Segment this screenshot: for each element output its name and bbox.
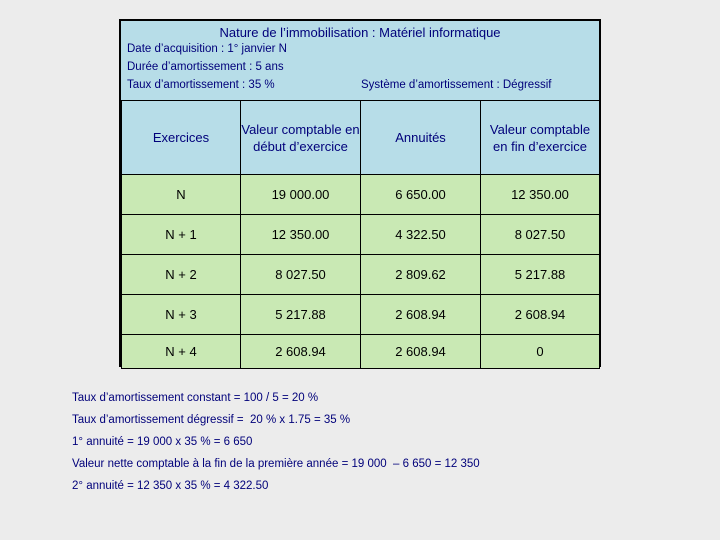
table-row [122, 335, 600, 369]
note-net-book-value: Valeur nette comptable à la fin de la première année = 19 000 – 6 650 = 12 350 [72, 458, 480, 470]
table-cell: 5 217.88 [481, 255, 600, 295]
asset-info-header [121, 21, 599, 100]
table-header-row [122, 101, 600, 175]
table-cell: 2 608.94 [241, 335, 361, 369]
table-cell: 2 809.62 [361, 255, 481, 295]
table-cell: 2 608.94 [481, 295, 600, 335]
note-first-annuity: 1° annuité = 19 000 x 35 % = 6 650 [72, 436, 253, 448]
table-row [122, 295, 600, 335]
table-row [122, 215, 600, 255]
amortization-panel [119, 19, 601, 367]
table-cell: 12 350.00 [241, 215, 361, 255]
table-cell: N + 1 [122, 215, 241, 255]
table-cell: N + 3 [122, 295, 241, 335]
asset-title: Nature de l’immobilisation : Matériel informatique [219, 25, 501, 40]
table-cell: 12 350.00 [481, 175, 600, 215]
column-header: Exercices [122, 101, 241, 175]
table-cell: 8 027.50 [481, 215, 600, 255]
table-cell: 0 [481, 335, 600, 369]
depreciation-rate: Taux d’amortissement : 35 % [127, 79, 275, 91]
amortization-table [121, 100, 600, 369]
table-row [122, 175, 600, 215]
column-header: Valeur comptable en fin d’exercice [481, 101, 600, 175]
table-cell: 2 608.94 [361, 335, 481, 369]
table-cell: 2 608.94 [361, 295, 481, 335]
column-header: Valeur comptable en début d’exercice [241, 101, 361, 175]
depreciation-system: Système d’amortissement : Dégressif [361, 79, 552, 91]
table-cell: N [122, 175, 241, 215]
column-header: Annuités [361, 101, 481, 175]
table-cell: 6 650.00 [361, 175, 481, 215]
acquisition-date: Date d’acquisition : 1° janvier N [127, 43, 287, 55]
note-second-annuity: 2° annuité = 12 350 x 35 % = 4 322.50 [72, 480, 269, 492]
note-constant-rate: Taux d’amortissement constant = 100 / 5 = 20 % [72, 392, 319, 404]
table-cell: 5 217.88 [241, 295, 361, 335]
table-row [122, 255, 600, 295]
table-cell: 8 027.50 [241, 255, 361, 295]
note-degressive-rate: Taux d’amortissement dégressif = 20 % x 1.75 = 35 % [72, 414, 351, 426]
table-cell: N + 2 [122, 255, 241, 295]
depreciation-duration: Durée d’amortissement : 5 ans [127, 61, 284, 73]
table-cell: 19 000.00 [241, 175, 361, 215]
table-cell: 4 322.50 [361, 215, 481, 255]
table-cell: N + 4 [122, 335, 241, 369]
